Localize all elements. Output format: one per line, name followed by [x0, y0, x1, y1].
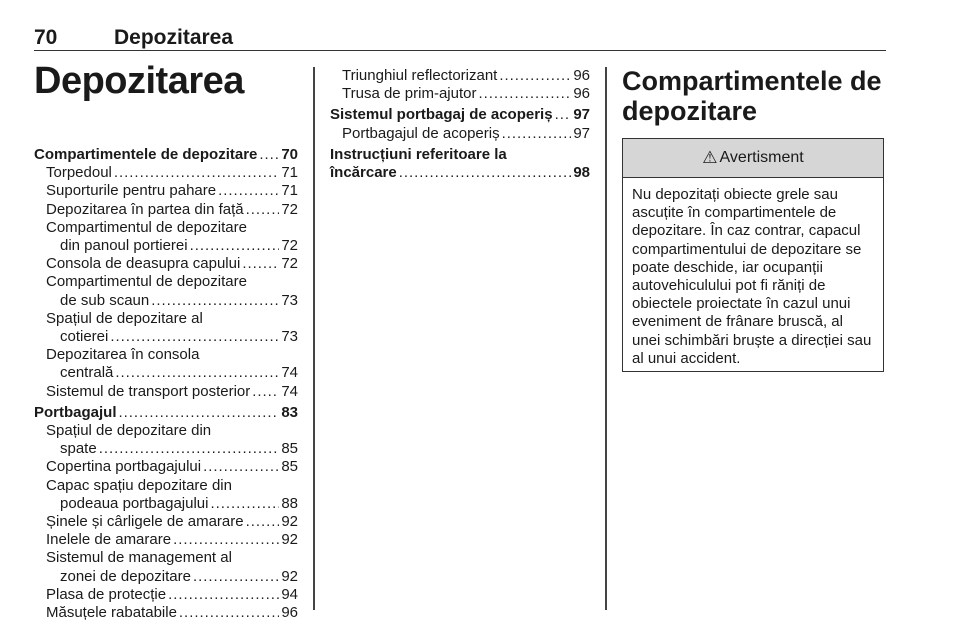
toc-label-line1: Compartimentul de depozitare [46, 218, 247, 236]
toc-label: Măsuțele rabatabile [46, 604, 177, 622]
toc-label-line1: Capac spațiu depozitare din [46, 476, 232, 494]
toc-entry-major[interactable] [330, 146, 590, 182]
toc-label-line1: Sistemul de management al [46, 549, 232, 567]
toc-entry[interactable] [34, 458, 298, 476]
section-title: Compartimentele de depozitare [622, 66, 882, 126]
toc-page: 92 [281, 531, 298, 549]
toc-page: 96 [281, 604, 298, 622]
toc-page: 73 [281, 328, 298, 346]
warning-triangle-icon: ⚠ [702, 148, 718, 167]
toc-page: 74 [281, 382, 298, 400]
toc-page: 73 [281, 291, 298, 309]
page-title: Depozitarea [34, 60, 244, 102]
toc-label: Copertina portbagajului [46, 458, 202, 476]
toc-entry[interactable] [34, 531, 298, 549]
toc-entry[interactable] [34, 477, 298, 513]
toc-label-line2: centrală [60, 364, 114, 382]
toc-page: 72 [281, 255, 298, 273]
toc-label-line2: cotierei [60, 328, 109, 346]
toc-label: Suporturile pentru pahare [46, 182, 217, 200]
toc-entry[interactable] [330, 67, 590, 85]
toc-page: 88 [281, 494, 298, 512]
toc-entry[interactable] [34, 604, 298, 622]
toc-entry-major[interactable] [34, 404, 298, 422]
toc-page: 71 [281, 182, 298, 200]
toc-label: Compartimentele de depozitare [34, 146, 258, 163]
toc-entry[interactable] [34, 422, 298, 458]
toc-entry[interactable] [34, 273, 298, 309]
toc-label-line2: spate [60, 440, 97, 458]
toc-entry[interactable] [34, 513, 298, 531]
toc-label: Portbagajul [34, 403, 117, 421]
toc-entry[interactable] [34, 182, 298, 200]
page-header [34, 20, 886, 50]
toc-label: Plasa de protecție [46, 585, 167, 603]
toc-entry-major[interactable] [34, 146, 298, 164]
toc-page: 97 [573, 124, 590, 142]
toc-entry[interactable] [34, 219, 298, 255]
toc-page: 72 [281, 200, 298, 218]
toc-label: Sistemul portbagaj de acoperiș [330, 106, 553, 124]
warning-text: Nu depozitați obiecte grele sau ascuțite în compartimentele de depozitare. În caz contrar, capacul compartimentului de depozitare se poate deschide, iar ocupanții autovehiculului pot fi răniți de obiectele proiectate în cazul unui eveniment de frânare bruscă, al unei schimbări bruște a direcției sau al unui accident. [632, 186, 872, 367]
toc-label-line2: de sub scaun [60, 291, 150, 309]
toc-page: 96 [573, 85, 590, 103]
warning-box [622, 138, 884, 372]
toc-page: 94 [281, 585, 298, 603]
column-divider-2 [605, 67, 607, 610]
toc-label: Șinele și cârligele de amarare [46, 513, 244, 531]
toc-label: Consola de deasupra capului [46, 255, 241, 273]
toc-label-line2: zonei de depozitare [60, 567, 191, 585]
toc-page: 92 [281, 513, 298, 531]
toc-label-line1: Spațiul de depozitare din [46, 422, 212, 440]
toc-entry[interactable] [34, 201, 298, 219]
toc-entry[interactable] [330, 125, 590, 143]
toc-label: Torpedoul [46, 164, 112, 182]
warning-title: Avertisment [719, 149, 804, 166]
toc-page: 72 [281, 237, 298, 255]
toc-label-line1: Compartimentul de depozitare [46, 273, 247, 291]
toc-page: 98 [573, 164, 590, 182]
warning-header [623, 139, 883, 178]
toc-label-line1: Spațiul de depozitare al [46, 309, 203, 327]
toc-label: Trusa de prim-ajutor [342, 85, 477, 103]
toc-entry[interactable] [34, 255, 298, 273]
toc-entry[interactable] [34, 310, 298, 346]
toc-label: Sistemul de transport posterior [46, 382, 251, 400]
toc-label-line2: podeaua portbagajului [60, 494, 209, 512]
toc-label: Portbagajul de acoperiș [342, 124, 500, 142]
toc-column-2 [330, 67, 590, 182]
toc-page: 70 [281, 146, 298, 163]
toc-page: 71 [281, 164, 298, 182]
toc-page: 85 [281, 440, 298, 458]
toc-entry[interactable] [34, 383, 298, 401]
toc-page: 83 [281, 403, 298, 421]
toc-page: 92 [281, 567, 298, 585]
toc-column-1 [34, 146, 298, 622]
page-number: 70 [34, 26, 58, 49]
toc-label: Inelele de amarare [46, 531, 172, 549]
toc-label-line1: Instrucțiuni referitoare la [330, 145, 507, 163]
toc-entry[interactable] [330, 85, 590, 103]
column-divider-1 [313, 67, 315, 610]
toc-entry-major[interactable] [330, 106, 590, 124]
toc-page: 97 [573, 106, 590, 124]
toc-label-line2: din panoul portierei [60, 237, 188, 255]
toc-label: Depozitarea în partea din față [46, 200, 244, 218]
header-rule [34, 50, 886, 51]
toc-label-line1: Depozitarea în consola [46, 346, 200, 364]
toc-label: Triunghiul reflectorizant [342, 67, 498, 84]
toc-page: 74 [281, 364, 298, 382]
toc-entry[interactable] [34, 586, 298, 604]
toc-entry[interactable] [34, 549, 298, 585]
toc-entry[interactable] [34, 164, 298, 182]
toc-entry[interactable] [34, 346, 298, 382]
header-title: Depozitarea [114, 26, 234, 49]
toc-page: 85 [281, 458, 298, 476]
toc-label-line2: încărcare [330, 164, 397, 182]
toc-page: 96 [573, 67, 590, 84]
